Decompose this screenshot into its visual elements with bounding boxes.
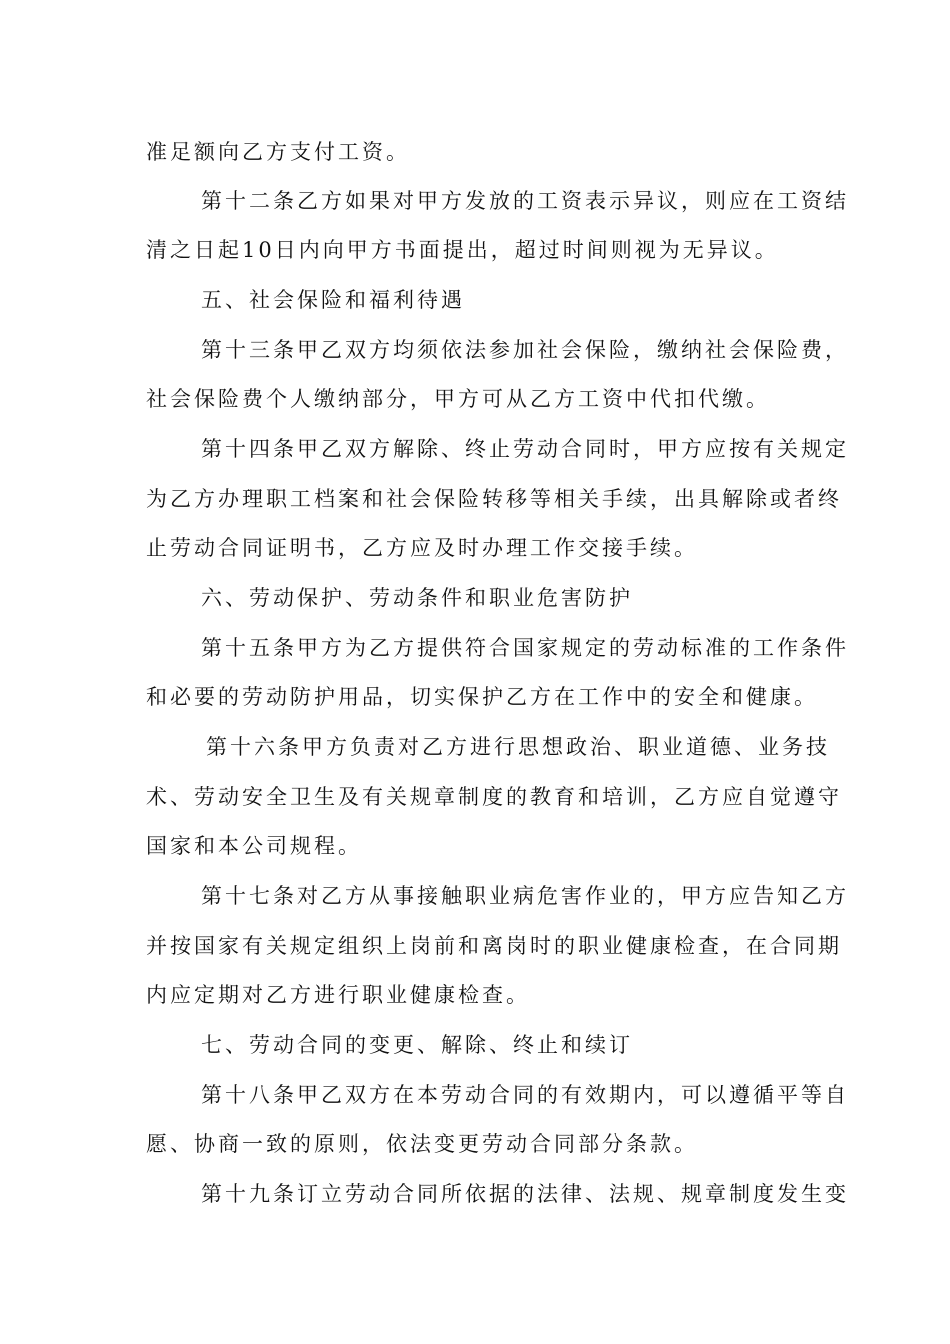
article-15-line-2: 和必要的劳动防护用品，切实保护乙方在工作中的安全和健康。 <box>146 685 818 709</box>
article-12-line-1: 第十二条乙方如果对甲方发放的工资表示异议，则应在工资结 <box>201 189 849 213</box>
article-15-line-1: 第十五条甲方为乙方提供符合国家规定的劳动标准的工作条件 <box>201 636 849 660</box>
article-14-line-1: 第十四条甲乙双方解除、终止劳动合同时，甲方应按有关规定 <box>201 437 849 461</box>
article-17-line-1: 第十七条对乙方从事接触职业病危害作业的，甲方应告知乙方 <box>201 884 849 908</box>
article-12-line-2: 清之日起10日内向甲方书面提出，超过时间则视为无异议。 <box>146 238 779 262</box>
article-14-line-2: 为乙方办理职工档案和社会保险转移等相关手续，出具解除或者终 <box>146 487 842 511</box>
article-19-line-1: 第十九条订立劳动合同所依据的法律、法规、规章制度发生变 <box>201 1182 849 1206</box>
article-16-line-2: 术、劳动安全卫生及有关规章制度的教育和培训，乙方应自觉遵守 <box>146 785 842 809</box>
article-13-line-2: 社会保险费个人缴纳部分，甲方可从乙方工资中代扣代缴。 <box>146 387 770 411</box>
article-16-line-3: 国家和本公司规程。 <box>146 834 362 858</box>
section-heading-6: 六、劳动保护、劳动条件和职业危害防护 <box>201 586 633 610</box>
article-13-line-1: 第十三条甲乙双方均须依法参加社会保险，缴纳社会保险费， <box>201 338 849 362</box>
text-line: 准足额向乙方支付工资。 <box>146 140 410 164</box>
article-17-line-2: 并按国家有关规定组织上岗前和离岗时的职业健康检查，在合同期 <box>146 934 842 958</box>
article-17-line-3: 内应定期对乙方进行职业健康检查。 <box>146 983 530 1007</box>
article-14-line-3: 止劳动合同证明书，乙方应及时办理工作交接手续。 <box>146 536 698 560</box>
article-16-line-1: 第十六条甲方负责对乙方进行思想政治、职业道德、业务技 <box>206 735 830 759</box>
article-18-line-2: 愿、协商一致的原则，依法变更劳动合同部分条款。 <box>146 1132 698 1156</box>
article-18-line-1: 第十八条甲乙双方在本劳动合同的有效期内，可以遵循平等自 <box>201 1083 849 1107</box>
section-heading-5: 五、社会保险和福利待遇 <box>201 288 465 312</box>
section-heading-7: 七、劳动合同的变更、解除、终止和续订 <box>201 1033 633 1057</box>
